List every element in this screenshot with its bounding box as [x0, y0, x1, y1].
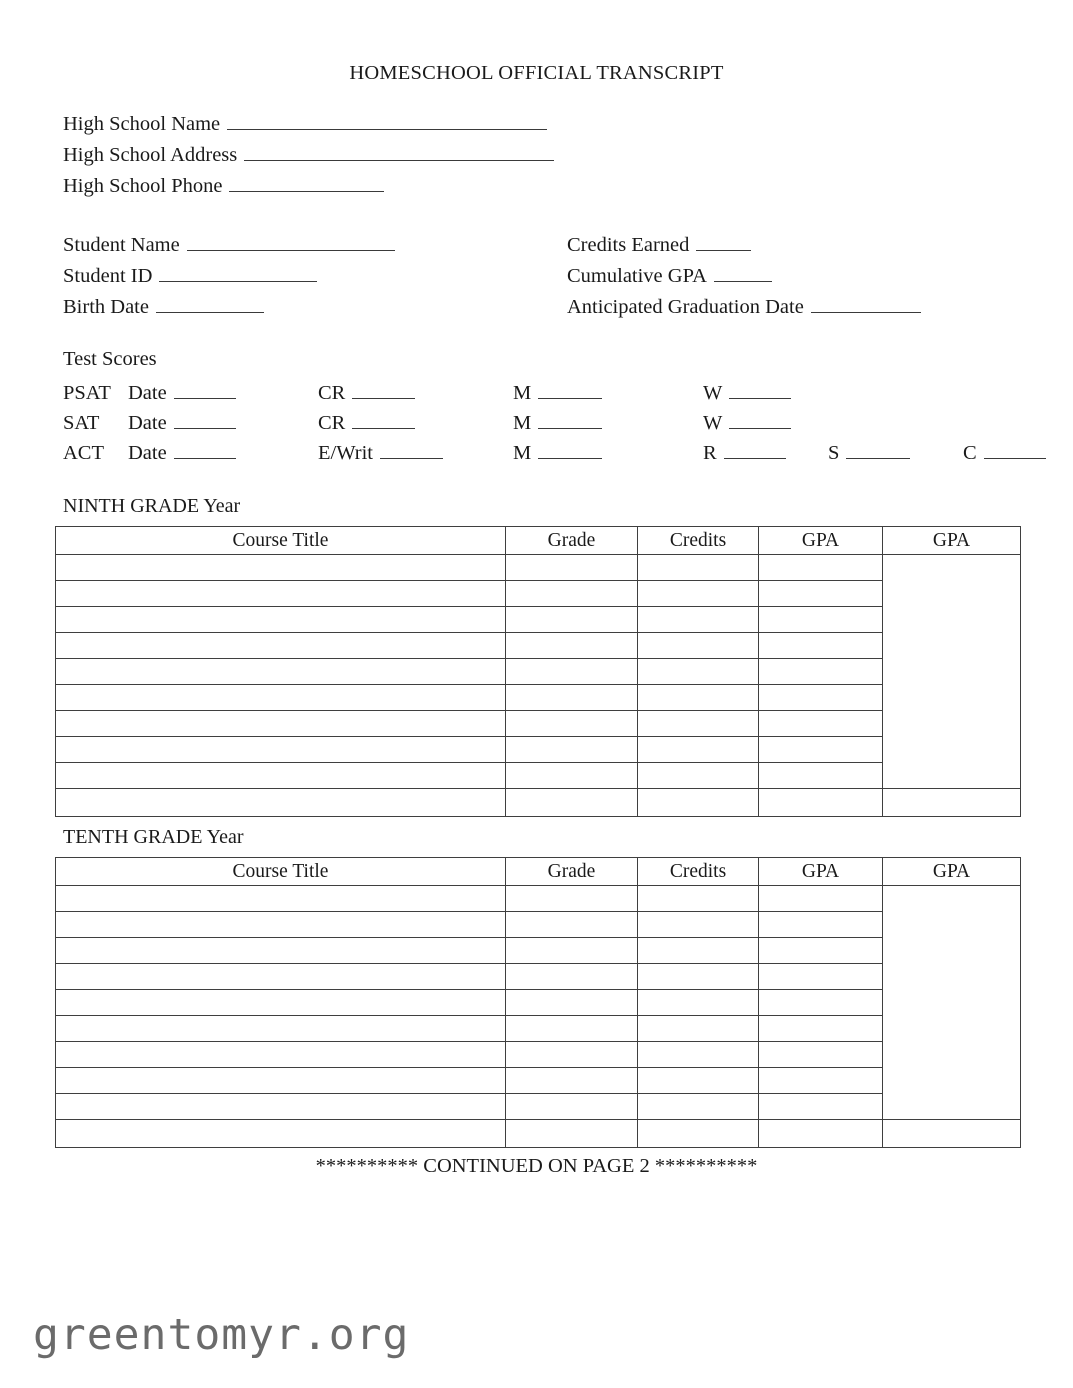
student-student-id-label: Student ID — [63, 264, 153, 287]
tenth-grade-label: TENTH GRADE Year — [63, 826, 244, 848]
sat-date-field — [128, 409, 318, 435]
ninth-cell-8-2[interactable] — [638, 763, 759, 789]
ninth-header-row — [56, 527, 1021, 555]
ninth-column-header-3: GPA — [759, 527, 883, 555]
school-high-school-name-input[interactable] — [227, 110, 547, 130]
tenth-cell-3-0[interactable] — [56, 964, 506, 990]
student-birth-date-row — [63, 293, 395, 324]
ninth-cell-3-2[interactable] — [638, 633, 759, 659]
act-date-field — [128, 439, 318, 465]
tenth-cell-7-3[interactable] — [759, 1068, 883, 1094]
student-info-left-block — [63, 231, 395, 324]
ninth-cell-5-0[interactable] — [56, 685, 506, 711]
psat-cr-label: CR — [318, 381, 346, 404]
tenth-cell-5-3[interactable] — [759, 1016, 883, 1042]
psat-date-field — [128, 379, 318, 405]
tenth-table-row — [56, 964, 1021, 990]
sat-m-field — [513, 409, 703, 435]
sat-date-label: Date — [128, 411, 167, 434]
psat-cr-input[interactable] — [352, 379, 415, 399]
tenth-cell-6-3[interactable] — [759, 1042, 883, 1068]
ninth-cell-4-3[interactable] — [759, 659, 883, 685]
act-s-field — [828, 439, 963, 465]
tenth-cell-8-1[interactable] — [506, 1094, 638, 1120]
test-scores-heading: Test Scores — [63, 348, 157, 370]
tenth-cell-0-1[interactable] — [506, 886, 638, 912]
student-student-id-row — [63, 262, 395, 293]
test-name-act: ACT — [63, 441, 104, 464]
ninth-cell-2-2[interactable] — [638, 607, 759, 633]
continued-note: ********** CONTINUED ON PAGE 2 ********** — [315, 1155, 758, 1177]
ninth-table-row — [56, 607, 1021, 633]
ninth-column-header-4: GPA — [883, 527, 1021, 555]
ninth-column-header-2: Credits — [638, 527, 759, 555]
psat-w-field — [703, 379, 828, 405]
act-m-field — [513, 439, 703, 465]
school-high-school-name-row — [63, 110, 554, 141]
psat-w-input[interactable] — [729, 379, 791, 399]
ninth-cell-6-0[interactable] — [56, 711, 506, 737]
act-s-input[interactable] — [846, 439, 910, 459]
tenth-cell-3-1[interactable] — [506, 964, 638, 990]
tenth-column-header-4: GPA — [883, 858, 1021, 886]
student-student-id-input[interactable] — [159, 262, 317, 282]
student-student-name-label: Student Name — [63, 233, 180, 256]
school-high-school-name-label: High School Name — [63, 112, 221, 135]
sat-w-field — [703, 409, 828, 435]
psat-m-label: M — [513, 381, 532, 404]
tenth-cell-0-0[interactable] — [56, 886, 506, 912]
act-s-label: S — [828, 441, 840, 464]
act-c-label: C — [963, 441, 977, 464]
tenth-grade-table[interactable] — [55, 857, 1021, 1148]
tenth-cell-1-3[interactable] — [759, 912, 883, 938]
sat-cr-input[interactable] — [352, 409, 415, 429]
ninth-cell-3-1[interactable] — [506, 633, 638, 659]
sat-m-input[interactable] — [538, 409, 602, 429]
tenth-cell-9-3[interactable] — [759, 1120, 883, 1148]
student-credits-earned-row — [567, 231, 921, 262]
tenth-table-row — [56, 990, 1021, 1016]
act-e-writ-input[interactable] — [380, 439, 443, 459]
ninth-cell-0-2[interactable] — [638, 555, 759, 581]
ninth-cell-1-2[interactable] — [638, 581, 759, 607]
tenth-column-header-0: Course Title — [56, 858, 506, 886]
tenth-table-row — [56, 1094, 1021, 1120]
tenth-column-header-3: GPA — [759, 858, 883, 886]
ninth-cell-8-3[interactable] — [759, 763, 883, 789]
act-m-label: M — [513, 441, 532, 464]
psat-date-label: Date — [128, 381, 167, 404]
tenth-column-header-2: Credits — [638, 858, 759, 886]
test-scores-block — [63, 348, 1073, 469]
school-high-school-phone-label: High School Phone — [63, 174, 223, 197]
tenth-cell-5-1[interactable] — [506, 1016, 638, 1042]
psat-m-field — [513, 379, 703, 405]
tenth-cell-7-1[interactable] — [506, 1068, 638, 1094]
tenth-table-row — [56, 912, 1021, 938]
test-score-row-sat — [63, 409, 1073, 439]
ninth-cell-4-2[interactable] — [638, 659, 759, 685]
ninth-table-row — [56, 737, 1021, 763]
student-cumulative-gpa-input[interactable] — [714, 262, 772, 282]
tenth-cell-8-2[interactable] — [638, 1094, 759, 1120]
tenth-cumulative-gpa-cell[interactable] — [883, 886, 1021, 1120]
tenth-cell-4-3[interactable] — [759, 990, 883, 1016]
student-cumulative-gpa-row — [567, 262, 921, 293]
tenth-cell-8-3[interactable] — [759, 1094, 883, 1120]
tenth-cell-4-0[interactable] — [56, 990, 506, 1016]
test-score-row-act — [63, 439, 1073, 469]
ninth-cell-3-0[interactable] — [56, 633, 506, 659]
school-high-school-phone-input[interactable] — [229, 172, 384, 192]
act-date-label: Date — [128, 441, 167, 464]
ninth-cell-5-1[interactable] — [506, 685, 638, 711]
act-r-label: R — [703, 441, 717, 464]
student-anticipated-graduation-date-row — [567, 293, 921, 324]
tenth-table-row — [56, 938, 1021, 964]
ninth-table-row — [56, 659, 1021, 685]
ninth-cell-4-0[interactable] — [56, 659, 506, 685]
student-anticipated-graduation-date-label: Anticipated Graduation Date — [567, 295, 804, 318]
ninth-grade-table[interactable] — [55, 526, 1021, 817]
tenth-cell-9-2[interactable] — [638, 1120, 759, 1148]
ninth-cell-7-3[interactable] — [759, 737, 883, 763]
ninth-table-row — [56, 555, 1021, 581]
act-date-input[interactable] — [174, 439, 236, 459]
act-r-input[interactable] — [724, 439, 786, 459]
tenth-cell-4-2[interactable] — [638, 990, 759, 1016]
psat-cr-field — [318, 379, 513, 405]
tenth-cell-6-2[interactable] — [638, 1042, 759, 1068]
tenth-total-gpa-cell[interactable] — [883, 1120, 1021, 1148]
ninth-table-row — [56, 633, 1021, 659]
tenth-table-row — [56, 1042, 1021, 1068]
ninth-cell-0-0[interactable] — [56, 555, 506, 581]
school-high-school-address-row — [63, 141, 554, 172]
tenth-cell-5-2[interactable] — [638, 1016, 759, 1042]
student-birth-date-input[interactable] — [156, 293, 264, 313]
site-watermark: greentomyr.org — [33, 1310, 410, 1360]
ninth-table-row — [56, 711, 1021, 737]
ninth-cell-5-2[interactable] — [638, 685, 759, 711]
act-r-field — [703, 439, 828, 465]
tenth-grade-section — [55, 826, 1020, 1148]
test-score-row-psat — [63, 379, 1073, 409]
school-high-school-address-input[interactable] — [244, 141, 554, 161]
tenth-cell-2-0[interactable] — [56, 938, 506, 964]
tenth-table-row — [56, 1120, 1021, 1148]
sat-cr-field — [318, 409, 513, 435]
ninth-table-row — [56, 763, 1021, 789]
ninth-cell-1-1[interactable] — [506, 581, 638, 607]
student-student-name-row — [63, 231, 395, 262]
tenth-cell-8-0[interactable] — [56, 1094, 506, 1120]
tenth-cell-2-1[interactable] — [506, 938, 638, 964]
ninth-cell-1-3[interactable] — [759, 581, 883, 607]
ninth-cell-9-0[interactable] — [56, 789, 506, 817]
psat-date-input[interactable] — [174, 379, 236, 399]
test-name-psat: PSAT — [63, 381, 111, 404]
tenth-cell-7-2[interactable] — [638, 1068, 759, 1094]
tenth-cell-2-3[interactable] — [759, 938, 883, 964]
act-e-writ-field — [318, 439, 513, 465]
act-c-field — [963, 439, 1073, 465]
tenth-cell-1-0[interactable] — [56, 912, 506, 938]
tenth-cell-5-0[interactable] — [56, 1016, 506, 1042]
tenth-cell-0-3[interactable] — [759, 886, 883, 912]
tenth-cell-4-1[interactable] — [506, 990, 638, 1016]
ninth-cell-0-1[interactable] — [506, 555, 638, 581]
ninth-table-row — [56, 685, 1021, 711]
tenth-cell-9-1[interactable] — [506, 1120, 638, 1148]
student-credits-earned-label: Credits Earned — [567, 233, 690, 256]
tenth-cell-9-0[interactable] — [56, 1120, 506, 1148]
sat-w-input[interactable] — [729, 409, 791, 429]
sat-cr-label: CR — [318, 411, 346, 434]
ninth-cell-6-3[interactable] — [759, 711, 883, 737]
sat-m-label: M — [513, 411, 532, 434]
tenth-cell-0-2[interactable] — [638, 886, 759, 912]
ninth-cell-7-2[interactable] — [638, 737, 759, 763]
ninth-cell-3-3[interactable] — [759, 633, 883, 659]
student-info-right-block — [567, 231, 921, 324]
tenth-cell-6-1[interactable] — [506, 1042, 638, 1068]
tenth-cell-3-3[interactable] — [759, 964, 883, 990]
ninth-cell-7-0[interactable] — [56, 737, 506, 763]
ninth-total-gpa-cell[interactable] — [883, 789, 1021, 817]
test-name-sat: SAT — [63, 411, 100, 434]
tenth-cell-2-2[interactable] — [638, 938, 759, 964]
act-c-input[interactable] — [984, 439, 1046, 459]
ninth-cell-5-3[interactable] — [759, 685, 883, 711]
ninth-cell-8-0[interactable] — [56, 763, 506, 789]
tenth-cell-1-2[interactable] — [638, 912, 759, 938]
ninth-grade-label: NINTH GRADE Year — [63, 495, 241, 517]
psat-w-label: W — [703, 381, 723, 404]
student-anticipated-graduation-date-input[interactable] — [811, 293, 921, 313]
sat-date-input[interactable] — [174, 409, 236, 429]
ninth-cell-9-2[interactable] — [638, 789, 759, 817]
school-high-school-phone-row — [63, 172, 554, 203]
ninth-table-row — [56, 789, 1021, 817]
ninth-cell-7-1[interactable] — [506, 737, 638, 763]
act-m-input[interactable] — [538, 439, 602, 459]
ninth-grade-section — [55, 495, 1020, 817]
tenth-header-row — [56, 858, 1021, 886]
school-high-school-address-label: High School Address — [63, 143, 238, 166]
test-scores-rows — [63, 379, 1073, 469]
tenth-cell-6-0[interactable] — [56, 1042, 506, 1068]
sat-w-label: W — [703, 411, 723, 434]
ninth-cell-2-0[interactable] — [56, 607, 506, 633]
tenth-cell-3-2[interactable] — [638, 964, 759, 990]
tenth-column-header-1: Grade — [506, 858, 638, 886]
ninth-cell-9-3[interactable] — [759, 789, 883, 817]
ninth-column-header-1: Grade — [506, 527, 638, 555]
psat-m-input[interactable] — [538, 379, 602, 399]
student-birth-date-label: Birth Date — [63, 295, 149, 318]
ninth-column-header-0: Course Title — [56, 527, 506, 555]
ninth-cell-2-3[interactable] — [759, 607, 883, 633]
ninth-cell-0-3[interactable] — [759, 555, 883, 581]
tenth-table-row — [56, 1068, 1021, 1094]
tenth-cell-7-0[interactable] — [56, 1068, 506, 1094]
ninth-cumulative-gpa-cell[interactable] — [883, 555, 1021, 789]
ninth-cell-2-1[interactable] — [506, 607, 638, 633]
student-student-name-input[interactable] — [187, 231, 395, 251]
tenth-cell-1-1[interactable] — [506, 912, 638, 938]
student-cumulative-gpa-label: Cumulative GPA — [567, 264, 707, 287]
tenth-table-row — [56, 886, 1021, 912]
ninth-cell-1-0[interactable] — [56, 581, 506, 607]
tenth-table-row — [56, 1016, 1021, 1042]
ninth-cell-6-1[interactable] — [506, 711, 638, 737]
ninth-cell-9-1[interactable] — [506, 789, 638, 817]
ninth-cell-6-2[interactable] — [638, 711, 759, 737]
student-credits-earned-input[interactable] — [696, 231, 751, 251]
ninth-cell-4-1[interactable] — [506, 659, 638, 685]
ninth-cell-8-1[interactable] — [506, 763, 638, 789]
ninth-table-row — [56, 581, 1021, 607]
act-e-writ-label: E/Writ — [318, 441, 373, 464]
school-info-block — [63, 110, 554, 203]
page-title: HOMESCHOOL OFFICIAL TRANSCRIPT — [349, 62, 724, 84]
